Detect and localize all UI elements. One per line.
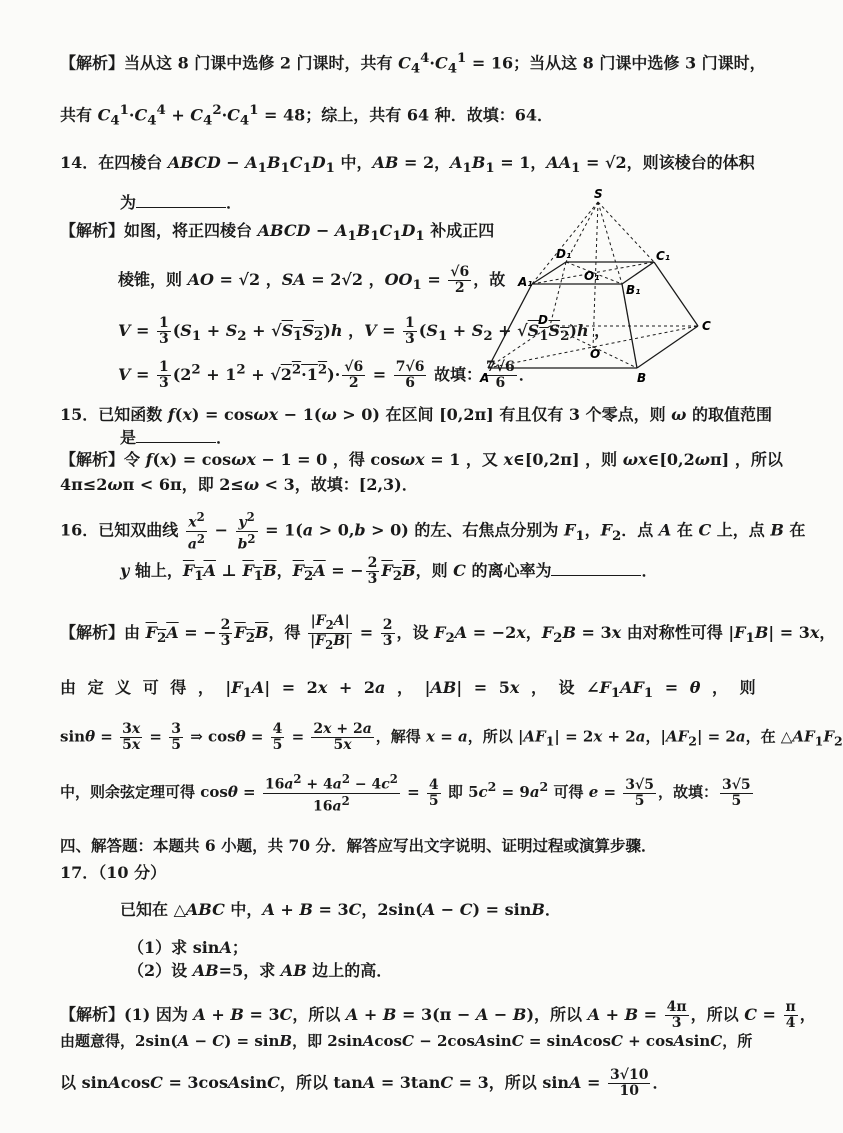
solution-15-line-1: 【解析】令 f(x) = cosωx − 1 = 0 ，得 cosωx = 1 ，又 x∈[0,2π] ，则 ωx∈[0,2ωπ] ，所以 [60, 450, 783, 469]
solution-17-line-1: 【解析】(1) 因为 A + B = 3C，所以 A + B = 3(π − A − B)，所以 A + B = $\frac{4\pi}{3}$ ，所以 C = $\frac{\pi}{4}$ ， [60, 999, 816, 1031]
solution-17-line-3: 以 sinAcosC = 3cosAsinC，所以 tanA = 3tanC = 3，所以 sinA = $\frac{3√10}{10}$ ． [60, 1067, 669, 1099]
question-17-part-1: （1）求 sinA； [128, 938, 248, 957]
question-14: 14．在四棱台 ABCD − $A_1B_1C_1D_1$ 中，AB = 2，$A_1B_1 = 1$，$AA_1 = √2$，则该棱台的体积 [60, 153, 755, 177]
edge-b-c [637, 326, 698, 368]
solution-14-line-1: 【解析】如图，将正四棱台 ABCD − $A_1B_1C_1D_1$ 补成正四 [60, 221, 495, 245]
question-17-part-2: （2）设 AB=5，求 AB 边上的高． [128, 961, 393, 980]
solution-16-line-4: 中，则余弦定理可得 cosθ = $\frac{16a^2 + 4a^2 - 4c^2}{16a^2}$ = $\frac{4}{5}$ 即 $5c^2 = 9a^2$ 可得 e = $\frac{3√5}{5}$ ，故填： $\frac{3√5}{5}$ [60, 772, 751, 815]
question-17-title: 17．（10 分） [60, 863, 167, 882]
question-16-line-2: y 轴上，$F_1A$ ⊥ $F_1B$，$F_2A$ = − $\frac{2}{3}$ $F_2B$，则 C 的离心率为 ． [120, 555, 658, 587]
solution-16-line-2: 由 定 义 可 得 ， $|F_1A| = 2x + 2a$ ， |AB| = 5x ， 设 $\angle F_1AF_1 = \theta$ ， 则 [60, 678, 756, 702]
label-a: A [480, 371, 490, 385]
solution-line-2: 共有 $C_4^1\cdot C_4^4 + C_4^2\cdot C_4^1 = 48$；综上，共有 64 种．故填：64． [60, 102, 553, 129]
question-16-line-1: 16．已知双曲线 $\frac{x^2}{a^2}$ − $\frac{y^2}{b^2}$ = 1(a > 0,b > 0) 的左、右焦点分别为 $F_1$，$F_2$．点 A 在 C 上，点 B 在 [60, 510, 806, 553]
solution-line-1: 【解析】当从这 8 门课中选修 2 门课时，共有 $C_4^4\cdot C_4^1 = 16$；当从这 8 门课中选修 3 门课时， [60, 50, 766, 77]
edge-a1-a [488, 284, 532, 368]
label-o: O [590, 347, 601, 361]
question-15: 15．已知函数 f(x) = cosωx − 1(ω > 0) 在区间 [0,2π] 有且仅有 3 个零点，则 ω 的取值范围 [60, 405, 772, 424]
solution-14-line-2: 棱锥，则 AO = √2 ，SA = 2√2 ，$OO_1$ = $\frac{√6}{2}$ ，故 [118, 264, 506, 296]
label-b1: B₁ [626, 283, 641, 297]
label-a1: A₁ [518, 275, 533, 289]
label-o1: O₁ [584, 269, 600, 283]
edge-c1-c [654, 262, 698, 326]
frustum-pyramid-diagram [480, 188, 720, 388]
label-d1: D₁ [556, 247, 572, 261]
question-15-blank: 是 ． [120, 428, 233, 447]
section-4-heading: 四、解答题：本题共 6 小题，共 70 分．解答应写出文字说明、证明过程或演算步骤． [60, 836, 657, 855]
label-s: S [594, 187, 603, 201]
edge-b1-c1 [622, 262, 654, 284]
solution-16-line-1: 【解析】由 $F_2A$ = − $\frac{2}{3}$ $F_2B$，得 $\frac{|F_2A|}{|F_2B|}$ = $\frac{2}{3}$ ，设 $F_2A = -2x$，$F_2B = 3x$ 由对称性可得 $|F_1B| = 3x$， [60, 613, 836, 652]
solution-15-line-2: 4π≤2ωπ < 6π，即 2≤ω < 3，故填：[2,3)． [60, 475, 418, 494]
solution-17-line-2: 由题意得，2sin(A − C) = sinB，即 2sinAcosC − 2cosAsinC = sinAcosC + cosAsinC，所 [60, 1032, 753, 1050]
label-d: D [538, 313, 548, 327]
label-c: C [702, 319, 711, 333]
label-b: B [637, 371, 647, 385]
solution-14-line-3: V = $\frac{1}{3}$ $(S_1 + S_2 + √S_1S_2)h$ ，V = $\frac{1}{3}$ $(S_1 + S_2 + √S_1S_2)h$ ， [118, 315, 611, 347]
question-17-stem: 已知在 △ABC 中，A + B = 3C，2sin(A − C) = sinB． [120, 900, 561, 919]
question-14-blank: 为 ． [120, 193, 243, 212]
label-c1: C₁ [656, 249, 671, 263]
solution-14-line-4: V = $\frac{1}{3}$ $(2^2 + 1^2 + √2^2\cdot 1^2)\cdot$ $\frac{√6}{2}$ = $\frac{7√6}{6}$ 故填： $\frac{7√6}{6}$ ． [118, 359, 535, 391]
solution-16-line-3: sinθ = $\frac{3x}{5x}$ = $\frac{3}{5}$ ⇒ cosθ = $\frac{4}{5}$ = $\frac{2x + 2a}{5x}$ ，解得 x = a，所以 $|AF_1| = 2x + 2a$，$|AF_2| = 2a$，在 $\triangle AF_1F_2$ [60, 721, 843, 753]
